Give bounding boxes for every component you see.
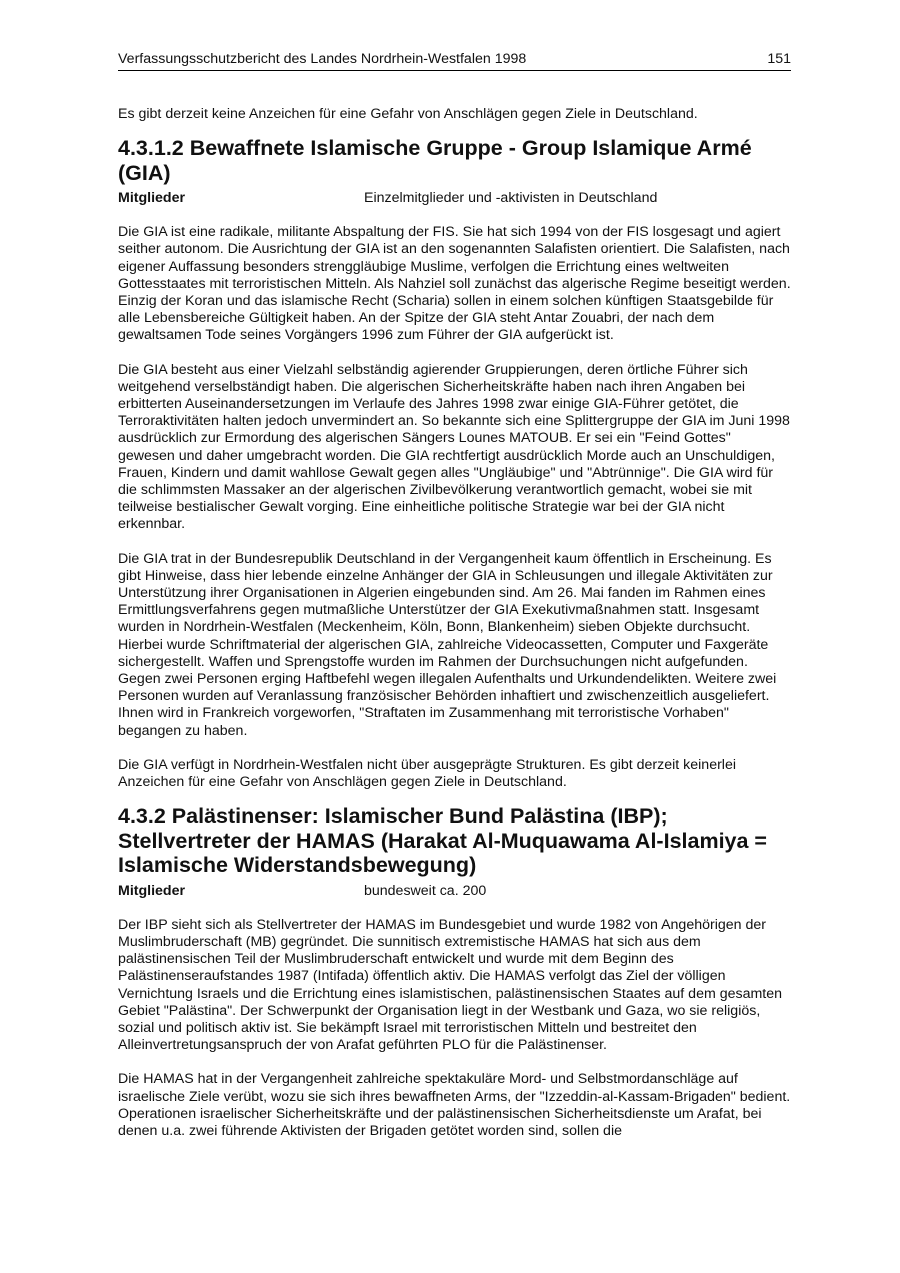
body-paragraph: Die GIA verfügt in Nordrhein-Westfalen nicht über ausgeprägte Strukturen. Es gibt derzeit keinerlei Anzeichen für eine Gefahr von Anschlägen gegen Ziele in Deutschland.	[118, 756, 737, 791]
page-header	[118, 50, 791, 71]
body-paragraph: Die GIA trat in der Bundesrepublik Deutschland in der Vergangenheit kaum öffentlich in Erscheinung. Es gibt Hinweise, dass hier lebende einzelne Anhänger der GIA in Schleusungen und illegale Aktivitäten zur Unterstützung ihrer Organisationen in Algerien eingebunden sind. Am 26. Mai fanden im Rahmen eines Ermittlungsverfahrens gegen mutmaßliche Unterstützer der GIA Exekutivmaßnahmen statt. Insgesamt wurden in Nordrhein-Westfalen (Meckenheim, Köln, Bonn, Blankenheim) sieben Objekte durchsucht. Hierbei wurde Schriftmaterial der algerischen GIA, zahlreiche Videocassetten, Computer und Faxgeräte sichergestellt. Waffen und Sprengstoffe wurden im Rahmen der Durchsuchungen nicht aufgefunden. Gegen zwei Personen erging Haftbefehl wegen illegalen Aufenthalts und Urkundendelikten. Weitere zwei Personen wurden auf Veranlassung französischer Behörden inhaftiert und zwischenzeitlich ausgeliefert. Ihnen wird in Frankreich vorgeworfen, "Straftaten im Zusammenhang mit terroristische Vorhaben" begangen zu haben.	[118, 550, 777, 739]
intro-paragraph: Es gibt derzeit keine Anzeichen für eine Gefahr von Anschlägen gegen Ziele in Deutschland.	[118, 106, 698, 122]
header-title: Verfassungsschutzbericht des Landes Nordrhein-Westfalen 1998	[118, 51, 527, 67]
body-paragraph: Die GIA besteht aus einer Vielzahl selbständig agierender Gruppierungen, deren örtliche Führer sich weitgehend verselbständigt haben. Die algerischen Sicherheitskräfte haben nach ihren Angaben bei erbitterten Auseinandersetzungen im Verlaufe des Jahres 1998 zwar einige GIA-Führer getötet, die Terroraktivitäten halten jedoch unvermindert an. So bekannte sich eine Splittergruppe der GIA im Juni 1998 ausdrücklich zur Ermordung des algerischen Sängers Lounes MATOUB. Er sei ein "Feind Gottes" gewesen und daher umgebracht worden. Die GIA rechtfertigt ausdrücklich Morde auch an Unschuldigen, Frauen, Kindern und damit wahllose Gewalt gegen alles "Ungläubige" und "Abtrünnige". Die GIA wird für die schlimmsten Massaker an der algerischen Zivilbevölkerung verantwortlich gemacht, wobei sie mit teilweise bestialischer Gewalt vorging. Eine einheitliche politische Strategie war bei der GIA nicht erkennbar.	[118, 361, 790, 533]
body-paragraph: Die GIA ist eine radikale, militante Abspaltung der FIS. Sie hat sich 1994 von der FIS losgesagt und agiert seither autonom. Die Ausrichtung der GIA ist an den sogenannten Salafisten orientiert. Die Salafisten, nach eigener Auffassung besonders strenggläubige Muslime, verfolgen die Errichtung eines weltweiten Gottesstaates mit terroristischen Mitteln. Als Nahziel soll zunächst das algerische Regime beseitigt werden. Einzig der Koran und das islamische Recht (Scharia) sollen in einem solchen künftigen Staatsgebilde für alle Lebensbereiche Gültigkeit haben. An der Spitze der GIA steht Antar Zouabri, der nach dem gewaltsamen Tode seines Vorgängers 1996 zum Führer der GIA aufgerückt ist.	[118, 224, 791, 344]
heading-line: 4.3.1.2 Bewaffnete Islamische Gruppe - Group Islamique Armé	[118, 136, 752, 161]
body-paragraph: Der IBP sieht sich als Stellvertreter der HAMAS im Bundesgebiet und wurde 1982 von Angehörigen der Muslimbruderschaft (MB) gegründet. Die sunnitisch extremistische HAMAS hat sich aus dem palästinensischen Teil der Muslimbruderschaft entwickelt und wurde mit dem Beginn des Palästinenseraufstandes 1987 (Intifada) öffentlich aktiv. Die HAMAS verfolgt das Ziel der völligen Vernichtung Israels und die Errichtung eines islamistischen, palästinensischen Staates auf dem gesamten Gebiet "Palästina". Der Schwerpunkt der Organisation liegt in der Westbank und Gaza, wo sie religiös, sozial und politisch aktiv ist. Sie bekämpft Israel mit terroristischen Mitteln und bestreitet den Alleinvertretungsanspruch der von Arafat geführten PLO für die Palästinenser.	[118, 916, 783, 1054]
body-paragraph: Die HAMAS hat in der Vergangenheit zahlreiche spektakuläre Mord- und Selbstmordanschläge auf israelische Ziele verübt, wozu sie sich ihres bewaffneten Arms, der "Izzeddin-al-Kassam-Brigaden" bedient. Operationen israelischer Sicherheitskräfte und der palästinensischen Sicherheitsdienste um Arafat, bei denen u.a. zwei führende Aktivisten der Brigaden getötet worden sind, sollen die	[118, 1071, 791, 1140]
heading-line: Islamische Widerstandsbewegung)	[118, 853, 477, 878]
section-heading-ibp	[118, 804, 791, 878]
members-label: Mitglieder	[118, 190, 186, 207]
section-heading-gia	[118, 136, 791, 185]
members-label: Mitglieder	[118, 882, 186, 899]
page-number: 151	[767, 51, 791, 67]
members-value: bundesweit ca. 200	[364, 882, 487, 899]
members-row	[118, 190, 791, 207]
page-content	[118, 106, 791, 1140]
document-page	[118, 50, 791, 1140]
members-value: Einzelmitglieder und -aktivisten in Deutschland	[364, 190, 658, 207]
heading-line: 4.3.2 Palästinenser: Islamischer Bund Palästina (IBP);	[118, 804, 668, 829]
members-row	[118, 883, 791, 900]
heading-line: (GIA)	[118, 160, 171, 185]
heading-line: Stellvertreter der HAMAS (Harakat Al-Muquawama Al-Islamiya =	[118, 828, 767, 853]
